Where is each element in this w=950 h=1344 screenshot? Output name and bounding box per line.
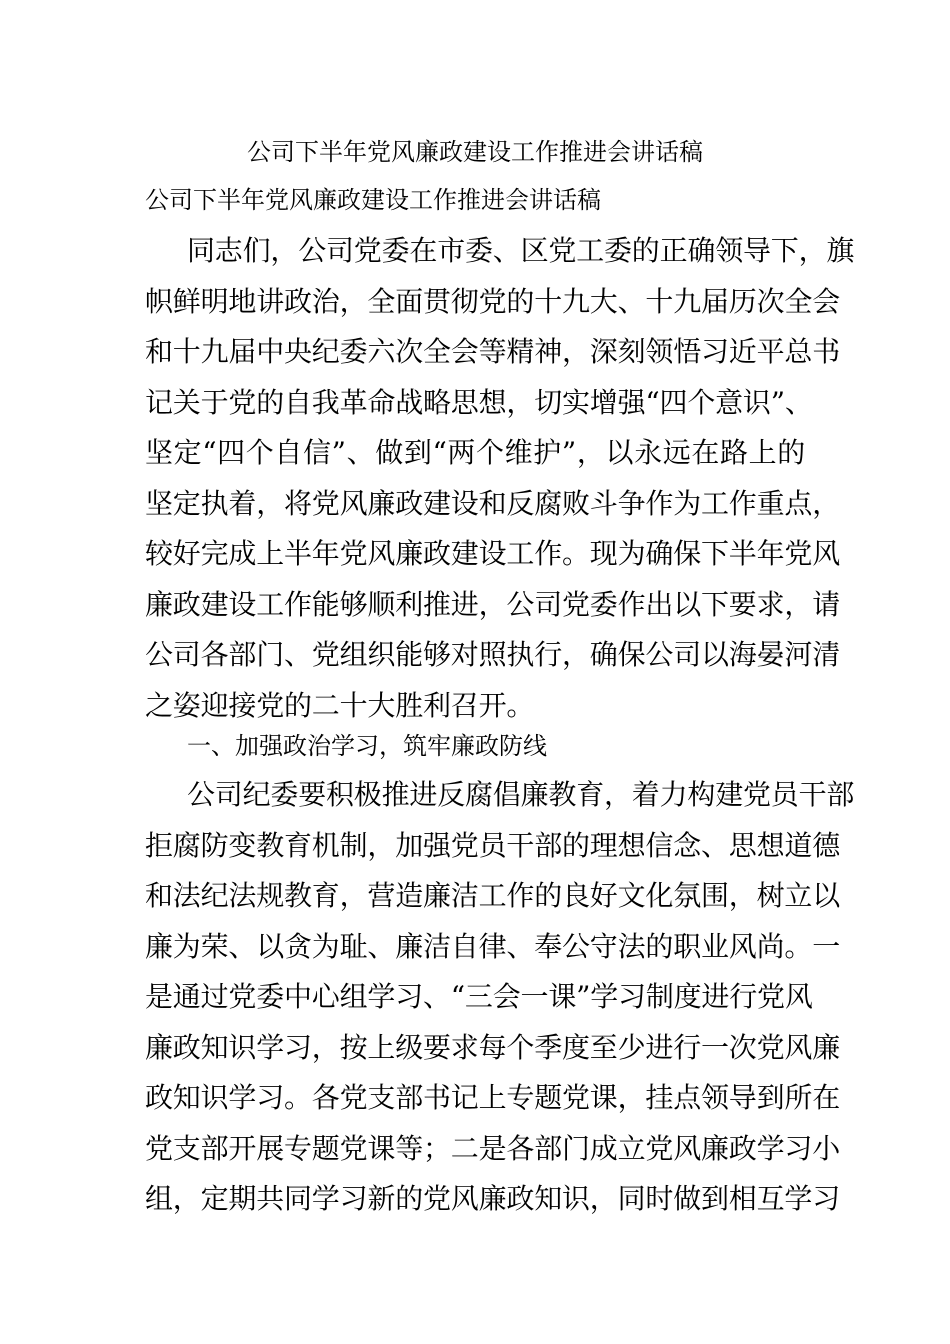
paragraph-line: 政知识学习。各党支部书记上专题党课，挂点领导到所在: [145, 1081, 841, 1114]
document-subtitle: 公司下半年党风廉政建设工作推进会讲话稿: [145, 186, 601, 214]
paragraph-line: 廉政知识学习，按上级要求每个季度至少进行一次党风廉: [145, 1030, 841, 1064]
document-title: 公司下半年党风廉政建设工作推进会讲话稿: [247, 138, 703, 166]
paragraph-line: 坚定执着，将党风廉政建设和反腐败斗争作为工作重点，: [145, 486, 841, 520]
paragraph-line: 廉政建设工作能够顺利推进，公司党委作出以下要求，请: [145, 587, 841, 621]
paragraph-line: 组，定期共同学习新的党风廉政知识，同时做到相互学习: [145, 1182, 841, 1215]
paragraph-line: 记关于党的自我革命战略思想，切实增强“四个意识”、: [145, 385, 813, 419]
section-heading: 一、加强政治学习，筑牢廉政防线: [187, 732, 547, 760]
paragraph-line: 廉为荣、以贪为耻、廉洁自律、奉公守法的职业风尚。一: [145, 929, 841, 963]
paragraph-line: 较好完成上半年党风廉政建设工作。现为确保下半年党风: [145, 537, 841, 570]
paragraph-line: 是通过党委中心组学习、“三会一课”学习制度进行党风: [145, 980, 813, 1013]
paragraph-intro: [145, 226, 855, 731]
paragraph-line: 公司纪委要积极推进反腐倡廉教育，着力构建党员干部: [187, 778, 855, 811]
paragraph-line: 党支部开展专题党课等；二是各部门成立党风廉政学习小: [145, 1131, 841, 1165]
paragraph-line: 公司各部门、党组织能够对照执行，确保公司以海晏河清: [145, 638, 841, 671]
paragraph-line: 帜鲜明地讲政治，全面贯彻党的十九大、十九届历次全会: [145, 284, 841, 318]
paragraph-line: 之姿迎接党的二十大胜利召开。: [145, 688, 535, 722]
paragraph-line: 拒腐防变教育机制，加强党员干部的理想信念、思想道德: [145, 828, 841, 862]
paragraph-line: 同志们，公司党委在市委、区党工委的正确领导下，旗: [187, 234, 855, 267]
paragraph-section-1: [145, 770, 855, 1225]
paragraph-line: 坚定“四个自信”、做到“两个维护”，以永远在路上的: [145, 436, 805, 469]
paragraph-line: 和十九届中央纪委六次全会等精神，深刻领悟习近平总书: [145, 335, 841, 368]
paragraph-line: 和法纪法规教育，营造廉洁工作的良好文化氛围，树立以: [145, 879, 841, 912]
